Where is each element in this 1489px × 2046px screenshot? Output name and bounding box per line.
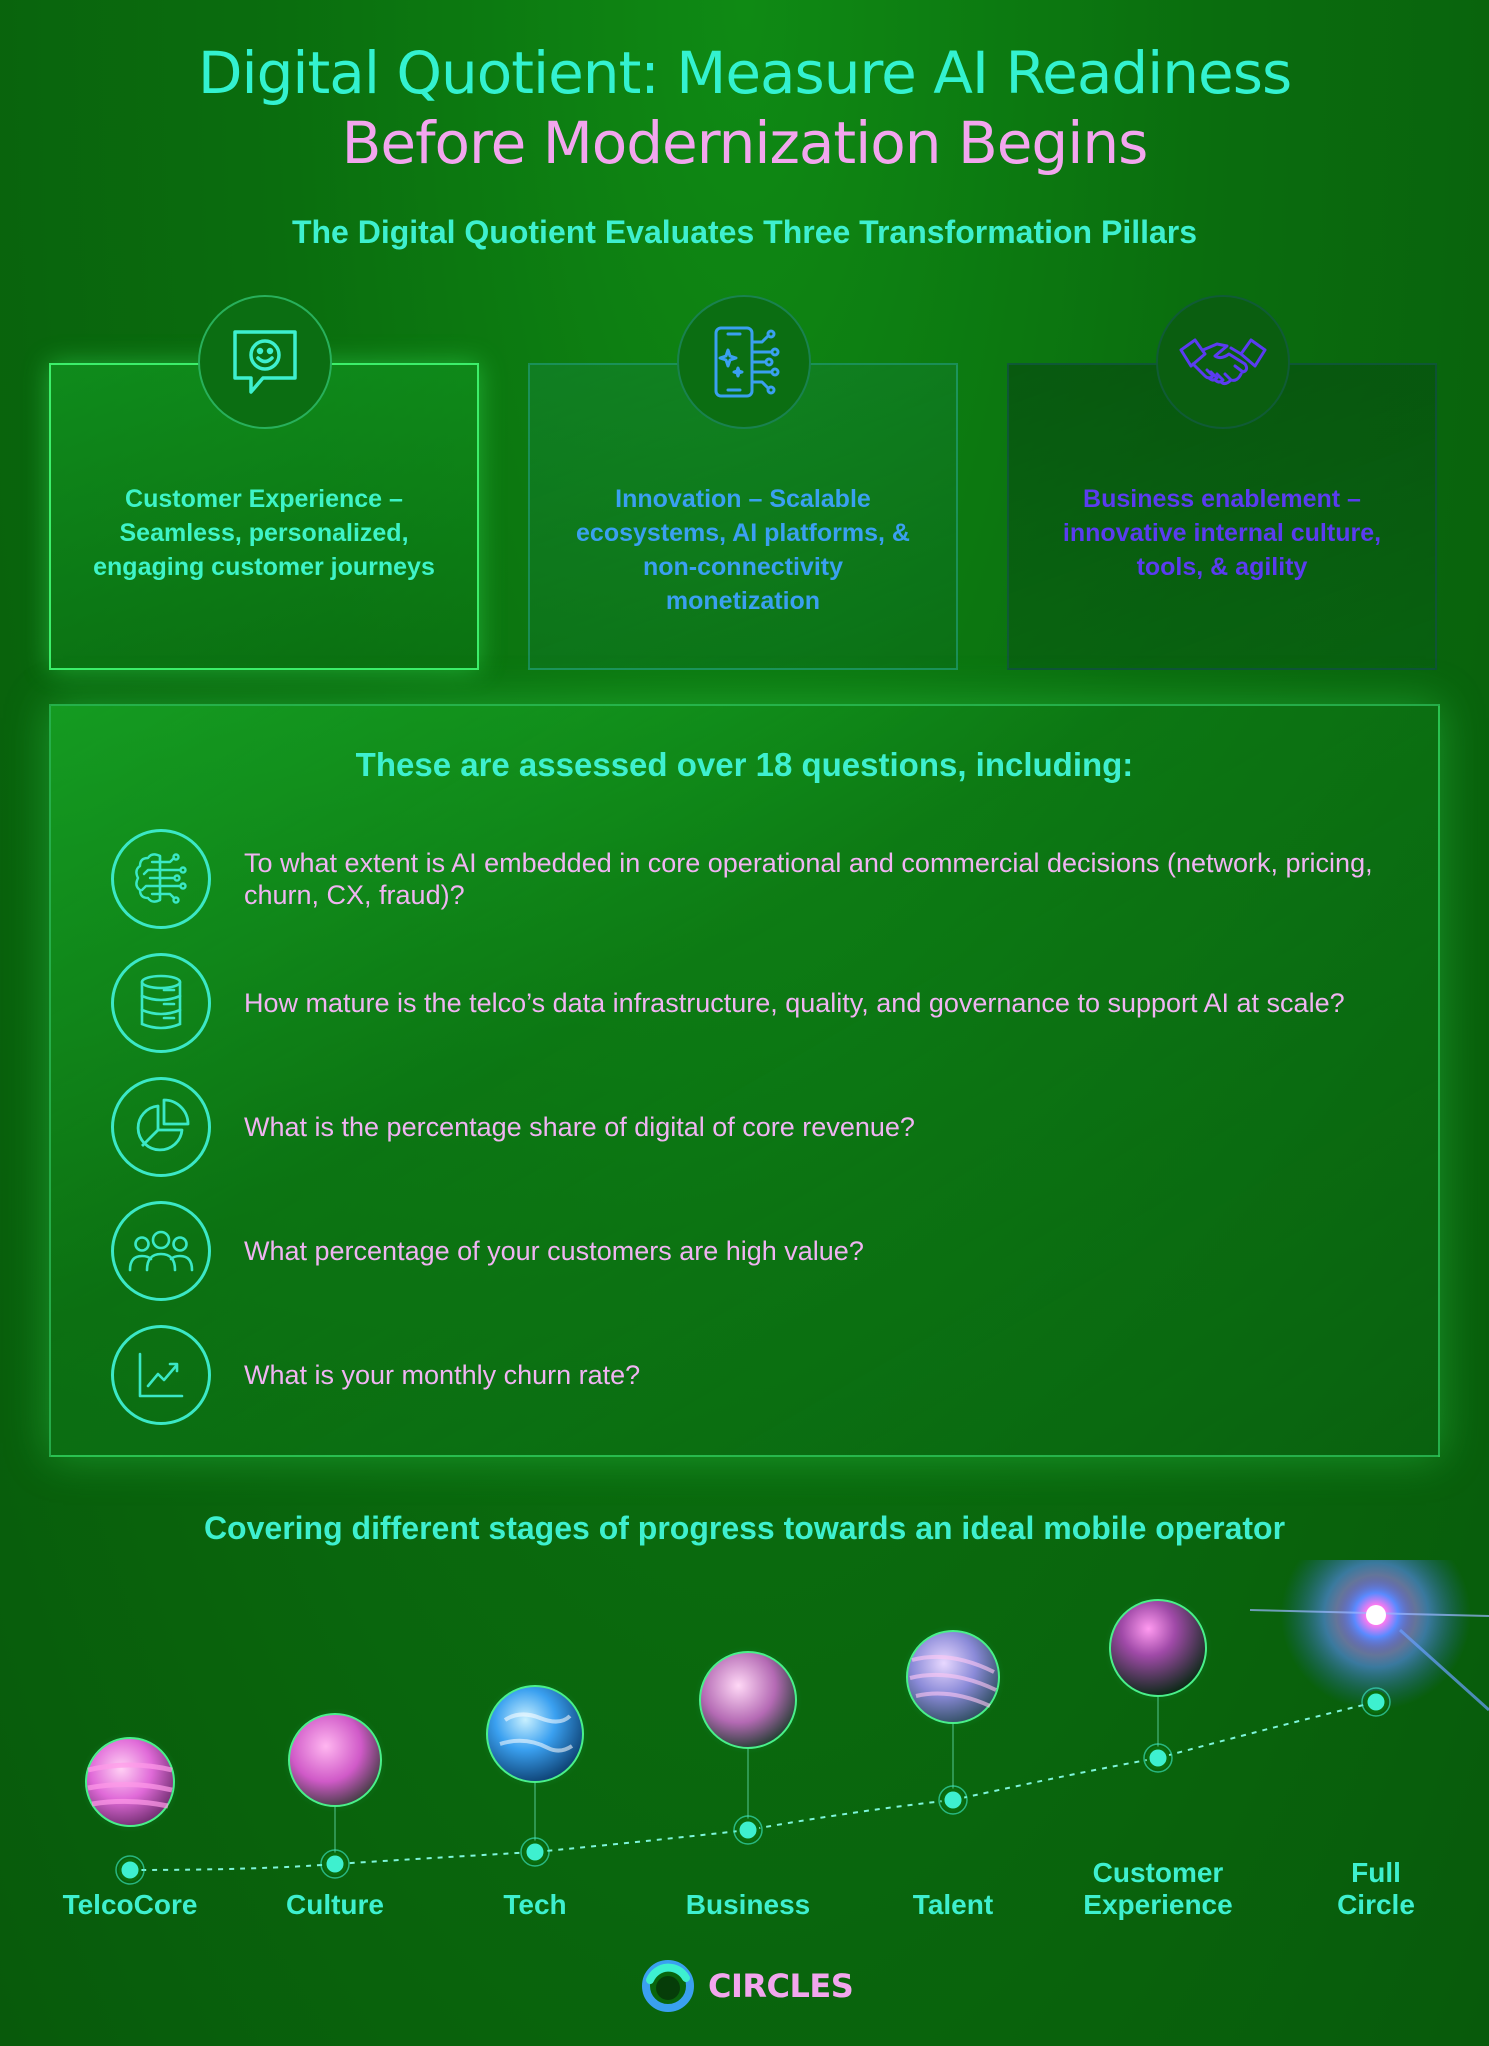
title-line-2: Before Modernization Begins bbox=[341, 109, 1148, 177]
database-icon bbox=[111, 953, 211, 1053]
planet-telcocore-icon bbox=[80, 1732, 180, 1832]
stage-label-telcocore: TelcoCore bbox=[62, 1889, 198, 1920]
question-item bbox=[111, 1075, 1391, 1179]
pillar-business-enablement bbox=[1007, 363, 1437, 670]
question-text: What is your monthly churn rate? bbox=[244, 1360, 641, 1390]
stage-label-tech: Tech bbox=[503, 1889, 567, 1920]
question-text: To what extent is AI embedded in core operational and commercial decisions (network, pricing, churn, CX, fraud)? bbox=[244, 848, 1373, 910]
page-title bbox=[0, 38, 1489, 178]
handshake-icon bbox=[1156, 295, 1290, 429]
pillars-subtitle: The Digital Quotient Evaluates Three Transformation Pillars bbox=[291, 214, 1198, 250]
pillar-text: Business enablement – innovative internal culture, tools, & agility bbox=[1062, 485, 1382, 581]
stage-label-business: Business bbox=[685, 1889, 811, 1920]
stage-label-customer-experience: Customer Experience bbox=[1083, 1857, 1233, 1920]
question-item bbox=[111, 1323, 1391, 1427]
trend-chart-icon bbox=[111, 1325, 211, 1425]
planet-tech-icon bbox=[481, 1680, 589, 1788]
stages-title: Covering different stages of progress towards an ideal mobile operator bbox=[203, 1510, 1286, 1546]
question-text: How mature is the telco’s data infrastructure, quality, and governance to support AI at scale? bbox=[244, 988, 1345, 1018]
smiley-chat-icon bbox=[198, 295, 332, 429]
brain-circuit-icon bbox=[111, 829, 211, 929]
title-line-1: Digital Quotient: Measure AI Readiness bbox=[197, 39, 1292, 107]
question-item bbox=[111, 1199, 1391, 1303]
smartphone-ai-icon bbox=[677, 295, 811, 429]
planet-culture-icon bbox=[283, 1708, 387, 1812]
pie-chart-icon bbox=[111, 1077, 211, 1177]
planet-business-icon bbox=[694, 1646, 802, 1754]
brand-logo bbox=[640, 1958, 853, 2014]
stages-timeline bbox=[0, 1560, 1489, 1920]
stage-label-culture: Culture bbox=[286, 1889, 384, 1920]
questions-title: These are assessed over 18 questions, including: bbox=[355, 746, 1134, 783]
brand-name: CIRCLES bbox=[708, 1967, 854, 2005]
stage-label-talent: Talent bbox=[912, 1889, 994, 1920]
planet-customer-experience-icon bbox=[1104, 1594, 1212, 1702]
question-item bbox=[111, 827, 1391, 931]
question-text: What is the percentage share of digital of core revenue? bbox=[244, 1112, 915, 1142]
question-item bbox=[111, 951, 1391, 1055]
pillar-customer-experience bbox=[49, 363, 479, 670]
users-group-icon bbox=[111, 1201, 211, 1301]
circles-logo-icon bbox=[640, 1958, 696, 2014]
questions-panel bbox=[49, 704, 1440, 1457]
full-circle-star-icon bbox=[1250, 1560, 1489, 1710]
pillar-text: Customer Experience – Seamless, personalized, engaging customer journeys bbox=[93, 485, 435, 581]
stage-label-full-circle: Full Circle bbox=[1337, 1857, 1415, 1920]
planet-talent-icon bbox=[901, 1625, 1005, 1729]
question-text: What percentage of your customers are high value? bbox=[244, 1236, 864, 1266]
pillar-innovation bbox=[528, 363, 958, 670]
pillar-text: Innovation – Scalable ecosystems, AI platforms, & non-connectivity monetization bbox=[576, 485, 910, 615]
